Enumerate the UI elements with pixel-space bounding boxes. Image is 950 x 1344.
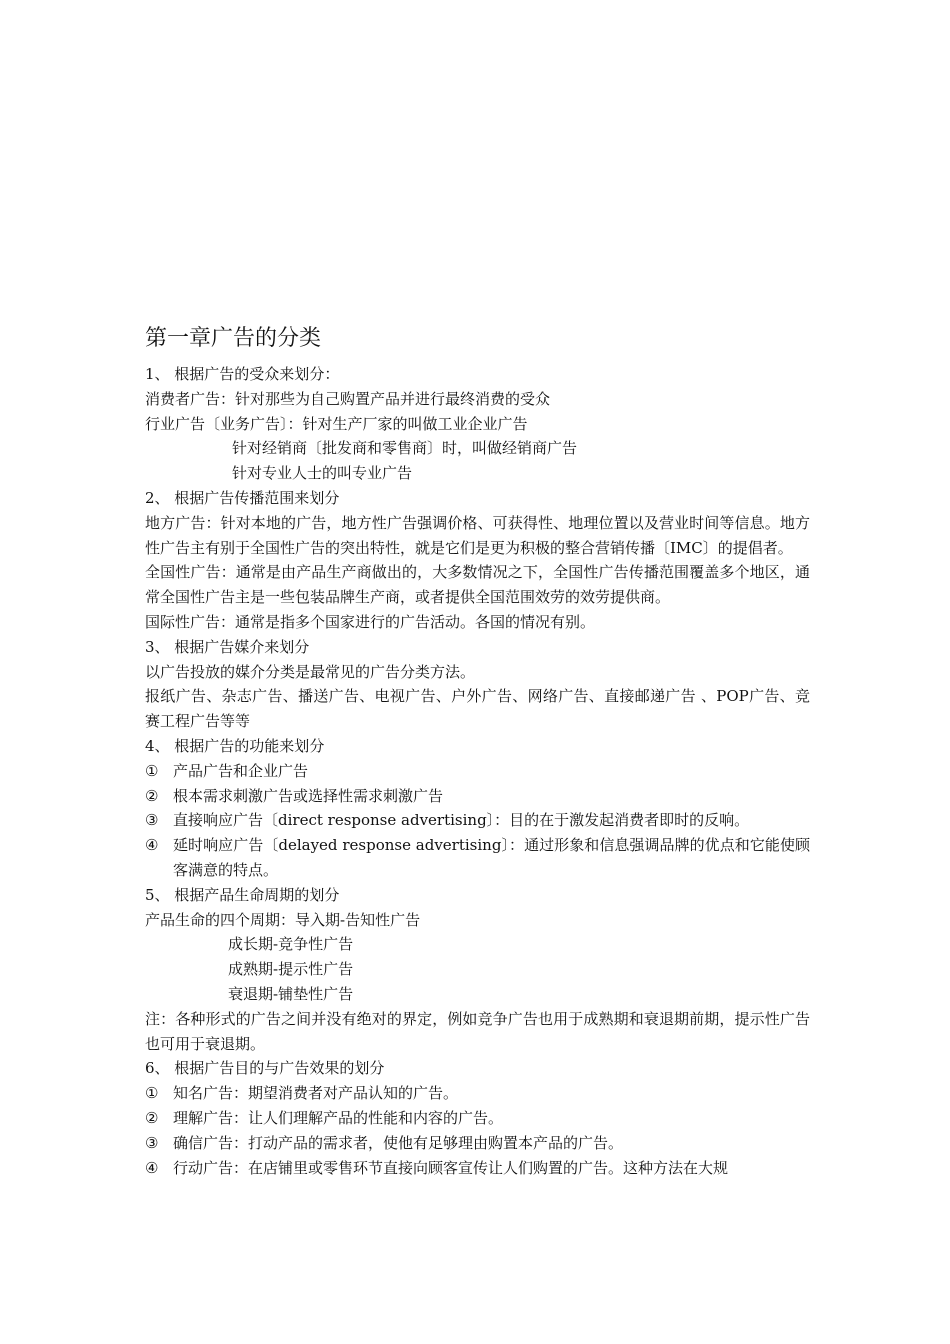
section-6-heading: 6、 根据广告目的与广告效果的划分: [145, 1059, 385, 1078]
paragraph: 产品生命的四个周期：导入期-告知性广告: [145, 910, 421, 929]
list-item-text: 产品广告和企业广告: [173, 761, 309, 780]
section-2-heading: 2、 根据广告传播范围来划分: [145, 488, 340, 507]
paragraph: 全国性广告：通常是由产品生产商做出的，大多数情况之下，全国性广告传播范围覆盖多个地区，通常全国性广告主是一些包装品牌生产商，或者提供全国范围效劳的效劳提供商。: [145, 563, 810, 607]
list-item: [145, 1106, 810, 1131]
list-item: [145, 808, 810, 833]
list-item-text: 知名广告：期望消费者对产品认知的广告。: [173, 1084, 459, 1103]
list-marker: ③: [145, 811, 159, 830]
list-item-text: 确信广告：打动产品的需求者，使他有足够理由购置本产品的广告。: [173, 1133, 624, 1152]
list-marker: ②: [145, 1108, 159, 1127]
list-item: [145, 784, 810, 809]
paragraph: 衰退期-铺垫性广告: [228, 984, 354, 1003]
list-item-text: 行动广告：在店铺里或零售环节直接向顾客宣传让人们购置的广告。这种方法在大规: [173, 1158, 729, 1177]
list-item-text: 根本需求刺激广告或选择性需求刺激广告: [173, 786, 444, 805]
list-marker: ②: [145, 786, 159, 805]
paragraph: 地方广告：针对本地的广告，地方性广告强调价格、可获得性、地理位置以及营业时间等信息。地方性广告主有别于全国性广告的突出特性，就是它们是更为积极的整合营销传播〔IMC〕的提倡者。: [145, 513, 810, 557]
section-4-heading: 4、 根据广告的功能来划分: [145, 736, 325, 755]
list-item: [145, 1156, 810, 1181]
list-item: [145, 1131, 810, 1156]
paragraph: 行业广告〔业务广告〕：针对生产厂家的叫做工业企业广告: [145, 414, 528, 433]
chapter-title: 第一章广告的分类: [145, 326, 322, 351]
list-marker: ①: [145, 761, 159, 780]
list-item: [145, 833, 810, 883]
section-5-heading: 5、 根据产品生命周期的划分: [145, 885, 340, 904]
paragraph: 成熟期-提示性广告: [228, 960, 354, 979]
section-1-heading: 1、 根据广告的受众来划分：: [145, 365, 340, 383]
paragraph: 报纸广告、杂志广告、播送广告、电视广告、户外广告、网络广告、直接邮递广告 、POP广告、竞赛工程广告等等: [145, 687, 810, 731]
list-marker: ④: [145, 1158, 159, 1177]
paragraph: 成长期-竞争性广告: [228, 935, 354, 954]
list-marker: ①: [145, 1084, 159, 1103]
note-paragraph: 注：各种形式的广告之间并没有绝对的界定，例如竞争广告也用于成熟期和衰退期前期，提示性广告也可用于衰退期。: [145, 1009, 810, 1053]
list-item-text: 理解广告：让人们理解产品的性能和内容的广告。: [173, 1108, 504, 1127]
paragraph: 针对专业人士的叫专业广告: [232, 464, 413, 483]
list-item: [145, 759, 810, 784]
list-item-text: 直接响应广告〔direct response advertising〕：目的在于激发起消费者即时的反响。: [173, 811, 750, 830]
paragraph: 以广告投放的媒介分类是最常见的广告分类方法。: [145, 662, 476, 681]
paragraph: 针对经销商〔批发商和零售商〕时，叫做经销商广告: [232, 439, 578, 458]
list-marker: ③: [145, 1133, 159, 1152]
document-body: [145, 324, 810, 1180]
paragraph: 国际性广告：通常是指多个国家进行的广告活动。各国的情况有别。: [145, 612, 596, 631]
list-marker: ④: [145, 836, 159, 855]
list-item-text: 延时响应广告〔delayed response advertising〕：通过形象和信息强调品牌的优点和它能使顾客满意的特点。: [173, 836, 810, 879]
list-item: [145, 1081, 810, 1106]
paragraph: 消费者广告：针对那些为自己购置产品并进行最终消费的受众: [145, 389, 551, 408]
section-3-heading: 3、 根据广告媒介来划分: [145, 637, 310, 656]
